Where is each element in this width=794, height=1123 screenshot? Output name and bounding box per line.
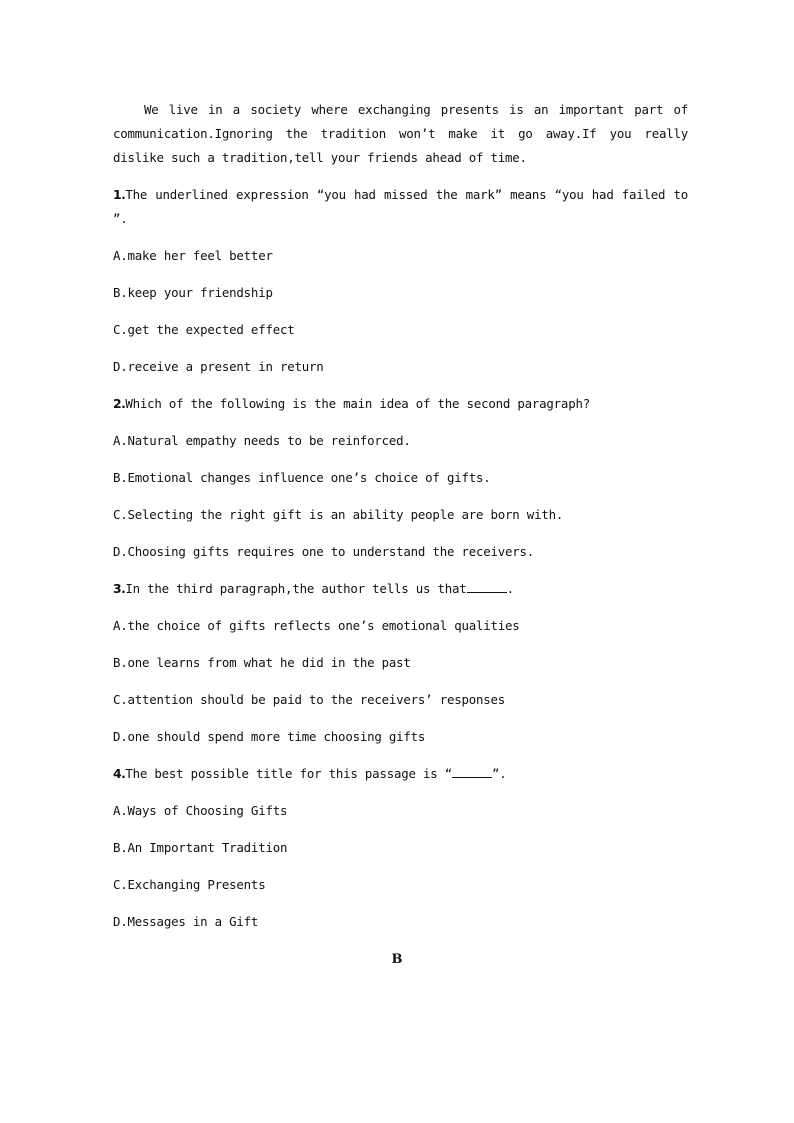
question-2-option-c: C.Selecting the right gift is an ability people are born with. [113, 507, 564, 522]
passage-paragraph: We live in a society where exchanging presents is an important part of communication.Ignoring the tradition won’t make it go away.If you really dislike such a tradition,tell your friends ahead of time. [113, 102, 688, 165]
question-2-option-d: D.Choosing gifts requires one to understand the receivers. [113, 544, 535, 559]
question-2 [113, 392, 688, 564]
question-4-option-b: B.An Important Tradition [113, 840, 288, 855]
question-1-text: The underlined expression “you had missed the mark” means “you had failed to ”. [113, 187, 688, 226]
question-4-stem [113, 762, 688, 786]
section-heading-b: B [391, 952, 403, 967]
question-3-number: 3. [113, 581, 126, 596]
question-4-option-d: D.Messages in a Gift [113, 914, 259, 929]
question-3-option-a: A.the choice of gifts reflects one’s emotional qualities [113, 618, 520, 633]
question-2-option-b: B.Emotional changes influence one’s choice of gifts. [113, 470, 491, 485]
question-3-text-after: . [506, 581, 514, 596]
question-4-number: 4. [113, 766, 126, 781]
question-4-blank [452, 765, 492, 778]
question-3 [113, 577, 688, 749]
question-2-text: Which of the following is the main idea of the second paragraph? [125, 396, 590, 411]
question-3-option-b: B.one learns from what he did in the past [113, 655, 411, 670]
document-page [113, 98, 688, 947]
question-1-option-a: A.make her feel better [113, 248, 273, 263]
question-4 [113, 762, 688, 934]
question-3-blank [467, 580, 507, 593]
question-3-text-before: In the third paragraph,the author tells us that [125, 581, 467, 596]
question-1-option-d: D.receive a present in return [113, 359, 324, 374]
question-2-number: 2. [113, 396, 126, 411]
question-3-option-c: C.attention should be paid to the receivers’ responses [113, 692, 506, 707]
question-2-option-a: A.Natural empathy needs to be reinforced. [113, 433, 411, 448]
question-3-stem [113, 577, 688, 601]
question-2-stem [113, 392, 688, 416]
question-1 [113, 183, 688, 379]
question-3-option-d: D.one should spend more time choosing gifts [113, 729, 426, 744]
question-1-stem [113, 183, 688, 231]
question-4-option-c: C.Exchanging Presents [113, 877, 266, 892]
question-4-option-a: A.Ways of Choosing Gifts [113, 803, 288, 818]
question-1-option-b: B.keep your friendship [113, 285, 273, 300]
question-1-number: 1. [113, 187, 126, 202]
question-4-text-after: ”. [492, 766, 507, 781]
question-1-option-c: C.get the expected effect [113, 322, 295, 337]
question-4-text-before: The best possible title for this passage is “ [125, 766, 453, 781]
